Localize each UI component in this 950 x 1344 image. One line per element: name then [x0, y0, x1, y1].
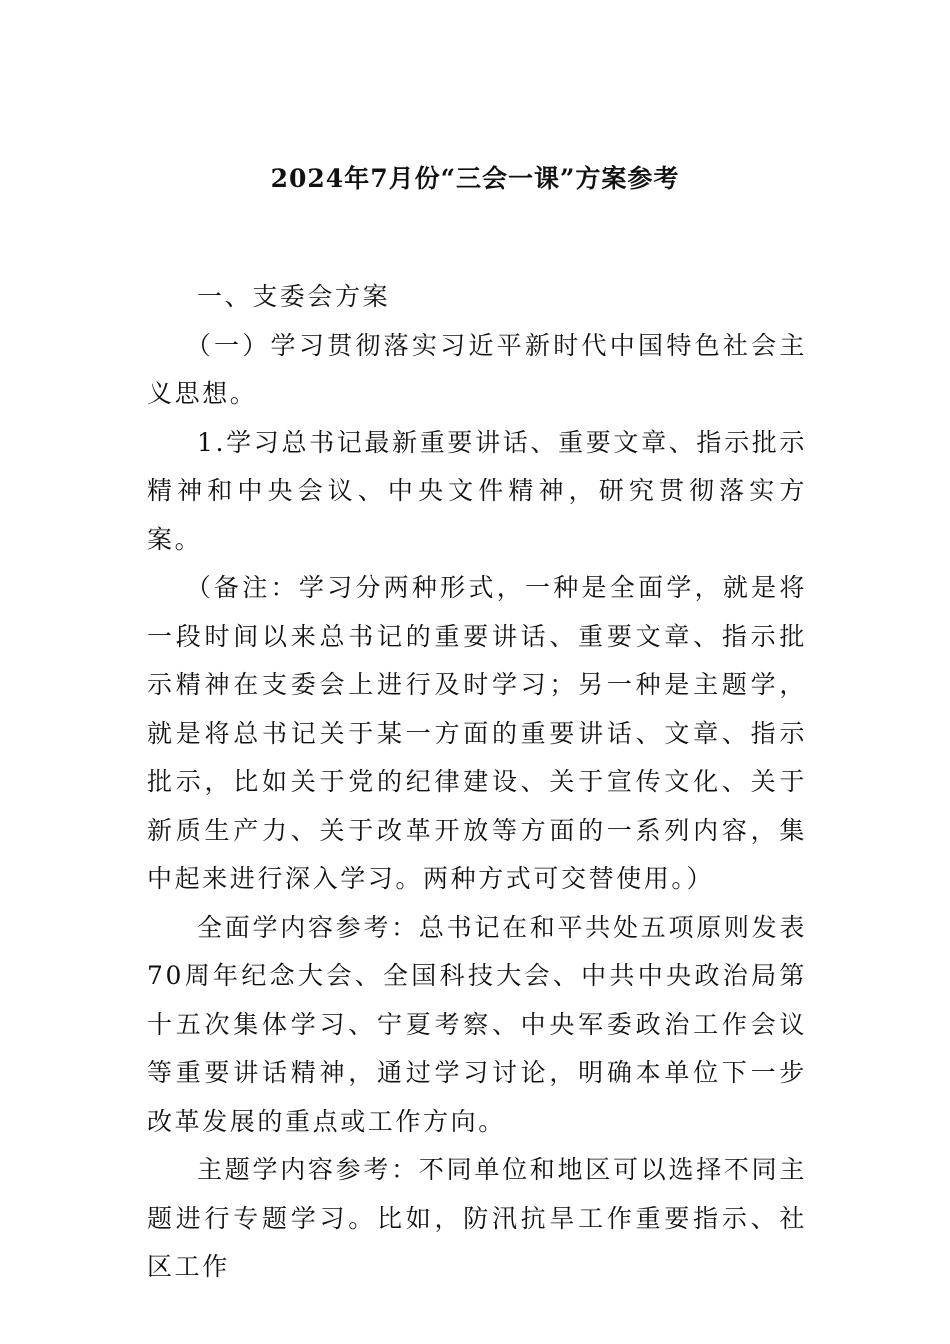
section-heading: 一、支委会方案 [197, 282, 391, 311]
note-paragraph: （备注：学习分两种形式，一种是全面学，就是将一段时间以来总书记的重要讲话、重要文章、指示批示精神在支委会上进行及时学习；另一种是主题学，就是将总书记关于某一方面的重要讲话、文章、指示批示，比如关于党的纪律建设、关于宣传文化、关于新质生产力、关于改革开放等方面的一系列内容，集中起来进行深入学习。两种方式可交替使用。） [147, 573, 807, 893]
subsection-heading: （一）学习贯彻落实习近平新时代中国特色社会主义思想。 [147, 330, 807, 408]
paragraph: 全面学内容参考：总书记在和平共处五项原则发表70周年纪念大会、全国科技大会、中共中央政治局第十五次集体学习、宁夏考察、中央军委政治工作会议等重要讲话精神，通过学习讨论，明确本单位下一步改革发展的重点或工作方向。 [147, 912, 807, 1136]
document-title: 2024年7月份“三会一课”方案参考 [270, 164, 680, 193]
paragraph: 主题学内容参考：不同单位和地区可以选择不同主题进行专题学习。比如，防汛抗旱工作重要指示、社区工作 [147, 1155, 807, 1281]
document-body [147, 273, 807, 1292]
paragraph: 1.学习总书记最新重要讲话、重要文章、指示批示精神和中央会议、中央文件精神，研究贯彻落实方案。 [147, 427, 807, 554]
